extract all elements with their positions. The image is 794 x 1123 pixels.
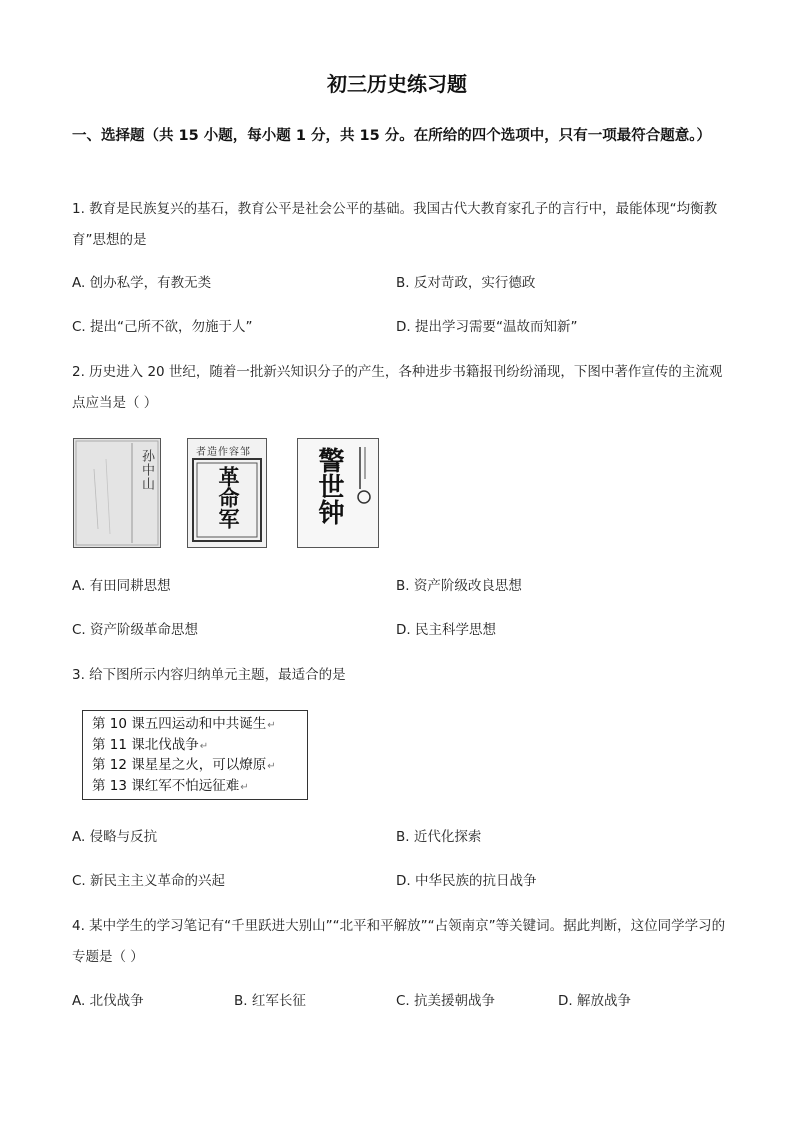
question-1-stem: 1. 教育是民族复兴的基石，教育公平是社会公平的基础。我国古代大教育家孔子的言行中，最能体现“均衡教育”思想的是 <box>72 201 718 248</box>
question-4-option-d: D. 解放战争 <box>558 993 631 1009</box>
book-cover-2-author: 者造作容邹 <box>196 447 251 458</box>
question-1-option-b: B. 反对苛政，实行德政 <box>396 275 536 291</box>
question-4-option-a: A. 北伐战争 <box>72 993 144 1009</box>
question-2-option-b: B. 资产阶级改良思想 <box>396 578 522 594</box>
page-title: 初三历史练习题 <box>327 72 467 96</box>
lesson-item-text: 第 12 课星星之火，可以燎原 <box>92 757 267 773</box>
question-1-option-d: D. 提出学习需要“温故而知新” <box>396 319 578 335</box>
question-3-option-d: D. 中华民族的抗日战争 <box>396 873 537 889</box>
question-1-option-a: A. 创办私学，有教无类 <box>72 275 212 291</box>
lesson-item <box>92 777 298 798</box>
paragraph-mark-icon: ↵ <box>199 740 209 752</box>
lesson-list-box <box>82 710 308 800</box>
lesson-item-text: 第 13 课红军不怕远征难 <box>92 777 240 794</box>
question-2-option-d: D. 民主科学思想 <box>396 622 496 638</box>
question-3-stem: 3. 给下图所示内容归纳单元主题，最适合的是 <box>72 667 346 683</box>
lesson-item-text: 第 10 课五四运动和中共诞生 <box>92 716 267 732</box>
book-cover-2-title: 革命军 <box>216 466 241 529</box>
paragraph-mark-icon: ↵ <box>267 720 276 731</box>
paragraph-mark-icon: ↵ <box>240 781 249 793</box>
question-2-option-c: C. 资产阶级革命思想 <box>72 622 199 638</box>
book-cover-3-title: 警世钟 <box>314 447 344 525</box>
question-2-option-a: A. 有田同耕思想 <box>72 578 171 594</box>
section-header: 一、选择题（共 15 小题，每小题 1 分，共 15 分。在所给的四个选项中，只有一项最符合题意。） <box>72 128 711 144</box>
lesson-item <box>92 736 298 757</box>
book-cover-3 <box>297 438 379 548</box>
question-3-option-b: B. 近代化探索 <box>396 829 482 845</box>
question-3-option-c: C. 新民主主义革命的兴起 <box>72 873 226 889</box>
book-cover-1 <box>73 438 161 548</box>
question-1-option-c: C. 提出“己所不欲，勿施于人” <box>72 319 253 335</box>
question-4-stem: 4. 某中学生的学习笔记有“千里跃进大别山”“北平和平解放”“占领南京”等关键词。据此判断，这位同学学习的专题是（ ） <box>72 918 726 965</box>
question-4-option-b: B. 红军长征 <box>234 993 306 1009</box>
question-2-stem: 2. 历史进入 20 世纪，随着一批新兴知识分子的产生，各种进步书籍报刊纷纷涌现，下图中著作宣传的主流观点应当是（ ） <box>72 364 723 411</box>
lesson-item-text: 第 11 课北伐战争 <box>92 736 199 753</box>
question-4-option-c: C. 抗美援朝战争 <box>396 993 496 1009</box>
paragraph-mark-icon: ↵ <box>267 761 276 772</box>
book-cover-1-title: 孙中山 <box>139 449 154 491</box>
lesson-item <box>92 715 298 736</box>
book-cover-2 <box>187 438 267 548</box>
question-3-option-a: A. 侵略与反抗 <box>72 829 158 845</box>
lesson-item <box>92 756 298 777</box>
